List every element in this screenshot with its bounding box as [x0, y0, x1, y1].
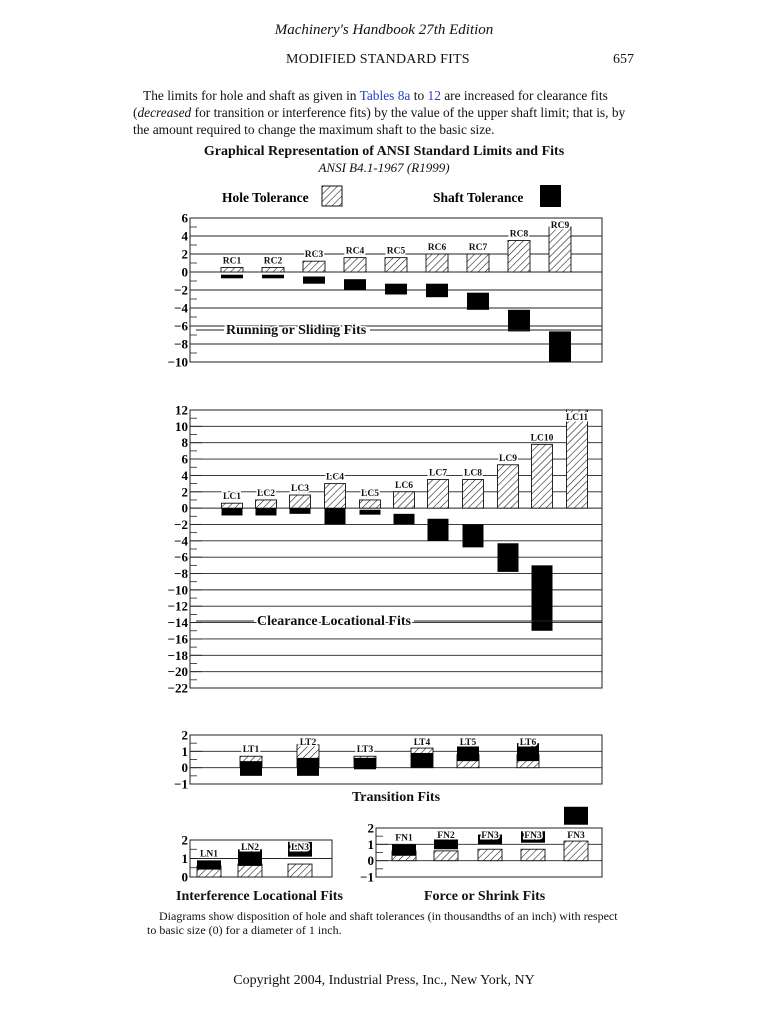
running-category-label: RC7: [468, 243, 488, 253]
force-tick-label: 1: [367, 836, 374, 852]
clearance-shaft-bar: [222, 508, 243, 515]
transition-category-label: LT1: [242, 745, 260, 756]
interference-category-label: LN1: [200, 849, 218, 860]
clearance-tick-label: −14: [167, 615, 188, 631]
clearance-tick-label: −20: [167, 664, 188, 680]
running-title: Machinery's Handbook 27th Edition: [274, 22, 494, 38]
interference-chart: [176, 833, 343, 905]
clearance-tick-label: −8: [174, 566, 188, 582]
running-shaft-bar: [344, 279, 366, 290]
legend-hole-swatch: [322, 186, 342, 206]
clearance-hole-bar: [394, 492, 415, 508]
clearance-tick-label: 8: [181, 435, 188, 451]
running-category-label: RC3: [304, 250, 324, 261]
transition-tick-label: 1: [181, 743, 188, 759]
charts-group: [168, 211, 602, 905]
interference-tick-label: 2: [181, 832, 188, 848]
interference-tick-label: 1: [181, 851, 188, 866]
running-shaft-bar: [385, 284, 407, 295]
running-shaft-bar: [549, 331, 571, 362]
clearance-category-label: LC4: [326, 472, 344, 483]
intro-text-2: to: [410, 88, 428, 103]
running-hole-bar: [344, 258, 366, 272]
intro-text-1: The limits for hole and shaft as given in: [143, 88, 360, 103]
clearance-hole-bar: [222, 503, 243, 508]
page-number: 657: [613, 52, 634, 67]
clearance-category-label: LC5: [361, 488, 379, 499]
transition-tick-label: −1: [174, 776, 188, 792]
clearance-tick-label: 4: [181, 467, 188, 483]
caption-text: Diagrams show disposition of hole and shaft tolerances (in thousandths of an inch) with respect to basic size (0) for a diameter of 1 inch.: [147, 909, 618, 937]
figure-title: Graphical Representation of ANSI Standard Limits and Fits: [203, 144, 565, 159]
clearance-shaft-bar: [290, 508, 311, 514]
running-category-label: RC6: [427, 243, 447, 253]
interference-hole-bar: [238, 864, 262, 877]
transition-shaft-bar: [297, 758, 319, 776]
clearance-category-label: LC1: [223, 492, 241, 503]
running-shaft-bar: [221, 275, 243, 279]
clearance-tick-label: −10: [167, 582, 188, 598]
transition-shaft-bar: [411, 753, 433, 768]
clearance-shaft-bar: [325, 508, 346, 524]
legend: [222, 185, 561, 207]
running-shaft-bar: [303, 277, 325, 284]
clearance-shaft-bar: [394, 514, 415, 525]
transition-shaft-bar: [240, 761, 262, 776]
clearance-hole-bar: [256, 500, 277, 508]
force-hole-bar: [478, 849, 502, 860]
transition-chart-title: Transition Fits: [352, 790, 441, 805]
running-category-label: RC2: [263, 256, 283, 267]
clearance-hole-bar: [532, 444, 553, 508]
tables-8a-link[interactable]: Tables 8a: [359, 88, 411, 103]
clearance-shaft-bar: [256, 508, 277, 515]
clearance-category-label: LC10: [530, 433, 554, 444]
force-hole-bar: [521, 849, 545, 860]
clearance-tick-label: −12: [167, 598, 188, 614]
transition-tick-label: 0: [181, 760, 188, 776]
running-tick-label: 0: [181, 264, 188, 280]
force-chart: [360, 807, 602, 904]
clearance-tick-label: −6: [174, 549, 188, 565]
running-category-label: RC9: [550, 221, 570, 231]
clearance-category-label: LC8: [464, 468, 482, 479]
running-chart-title: Running or Sliding Fits: [226, 323, 367, 338]
running-tick-label: −8: [174, 336, 188, 352]
force-category-label: FN3: [567, 831, 585, 841]
clearance-tick-label: 2: [181, 484, 188, 500]
clearance-tick-label: 0: [181, 500, 188, 516]
running-tick-label: −10: [167, 354, 188, 370]
interference-category-label: LN3: [291, 843, 309, 853]
clearance-category-label: LC7: [429, 468, 447, 479]
intro-text-4: for transition or interference fits) by the value of the upper shaft limit; that is, by the amount required to change the maximum shaft to the basic size.: [133, 105, 626, 137]
interference-category-label: LN2: [241, 843, 259, 853]
running-shaft-bar: [508, 310, 530, 332]
running-hole-bar: [221, 268, 243, 273]
intro-text-3: are increased for clearance fits (: [133, 88, 608, 120]
figure-subtitle: ANSI B4.1-1967 (R1999): [318, 160, 450, 175]
transition-tick-label: 2: [181, 727, 188, 743]
clearance-hole-bar: [567, 410, 588, 508]
legend-hole-label: Hole Tolerance: [222, 190, 309, 205]
clearance-shaft-bar: [360, 510, 381, 515]
clearance-tick-label: 6: [181, 451, 188, 467]
interference-hole-bar: [288, 864, 312, 877]
running-shaft-bar: [262, 275, 284, 279]
running-tick-label: 6: [181, 210, 188, 226]
clearance-category-label: LC2: [257, 488, 275, 499]
force-shaft-bar: [392, 844, 416, 855]
force-category-label: FN3: [524, 831, 542, 841]
running-tick-label: 4: [181, 228, 188, 244]
figure-caption: [147, 909, 627, 937]
legend-shaft-swatch: [540, 185, 561, 207]
clearance-hole-bar: [463, 480, 484, 509]
running-hole-bar: [549, 227, 571, 272]
clearance-tick-label: −4: [174, 533, 188, 549]
force-category-label: FN2: [437, 831, 455, 841]
running-hole-bar: [303, 261, 325, 272]
interference-tick-label: 0: [181, 869, 188, 885]
clearance-hole-bar: [360, 500, 381, 508]
copyright: Copyright 2004, Industrial Press, Inc., New York, NY: [233, 973, 535, 988]
force-hole-bar: [434, 851, 458, 861]
force-chart-title: Force or Shrink Fits: [424, 889, 546, 904]
running-hole-bar: [508, 241, 530, 273]
interference-chart-title: Interference Locational Fits: [176, 889, 343, 904]
intro-emphasis: decreased: [137, 105, 192, 120]
running-category-label: RC1: [222, 256, 242, 267]
section-title: MODIFIED STANDARD FITS: [286, 52, 470, 67]
clearance-tick-label: −18: [167, 647, 188, 663]
clearance-tick-label: 12: [175, 402, 188, 418]
table-12-link[interactable]: 12: [427, 88, 441, 103]
force-hole-bar: [564, 841, 588, 861]
running-category-label: RC4: [345, 246, 365, 257]
running-tick-label: −2: [174, 282, 188, 298]
interference-shaft-bar: [197, 860, 221, 869]
force-category-label: FN1: [395, 833, 413, 844]
clearance-shaft-bar: [428, 519, 449, 541]
transition-category-label: LT3: [356, 745, 374, 756]
running-chart: [168, 211, 602, 370]
clearance-tick-label: −16: [167, 631, 188, 647]
clearance-tick-label: −22: [167, 680, 188, 696]
clearance-chart-title: Clearance Locational Fits: [257, 614, 411, 629]
clearance-tick-label: 10: [175, 418, 188, 434]
clearance-hole-bar: [428, 480, 449, 509]
force-shaft-bar: [564, 807, 588, 825]
transition-shaft-bar: [457, 746, 479, 761]
clearance-hole-bar: [325, 484, 346, 509]
clearance-category-label: LC9: [499, 453, 517, 464]
running-shaft-bar: [467, 293, 489, 310]
force-tick-label: −1: [360, 869, 374, 885]
clearance-hole-bar: [498, 465, 519, 508]
clearance-tick-label: −2: [174, 516, 188, 532]
transition-category-label: LT6: [519, 738, 537, 748]
clearance-chart: [168, 403, 602, 696]
running-hole-bar: [426, 254, 448, 272]
running-tick-label: 2: [181, 246, 188, 262]
clearance-shaft-bar: [463, 524, 484, 547]
running-shaft-bar: [426, 284, 448, 298]
force-tick-label: 2: [367, 820, 374, 836]
clearance-category-label: LC6: [395, 480, 413, 491]
clearance-shaft-bar: [498, 543, 519, 572]
running-tick-label: −4: [174, 300, 188, 316]
force-tick-label: 0: [367, 853, 374, 869]
legend-shaft-label: Shaft Tolerance: [433, 190, 524, 205]
transition-category-label: LT2: [299, 738, 317, 748]
running-hole-bar: [262, 268, 284, 273]
transition-category-label: LT4: [413, 738, 431, 748]
transition-category-label: LT5: [459, 738, 477, 748]
clearance-hole-bar: [290, 495, 311, 508]
clearance-category-label: LC11: [565, 413, 589, 423]
transition-chart: [174, 728, 602, 806]
running-category-label: RC5: [386, 246, 406, 257]
transition-shaft-bar: [354, 758, 376, 769]
force-category-label: FN3: [481, 831, 499, 841]
clearance-category-label: LC3: [291, 484, 309, 495]
running-hole-bar: [467, 254, 489, 272]
running-hole-bar: [385, 258, 407, 272]
running-tick-label: −6: [174, 318, 188, 334]
running-category-label: RC8: [509, 229, 529, 240]
